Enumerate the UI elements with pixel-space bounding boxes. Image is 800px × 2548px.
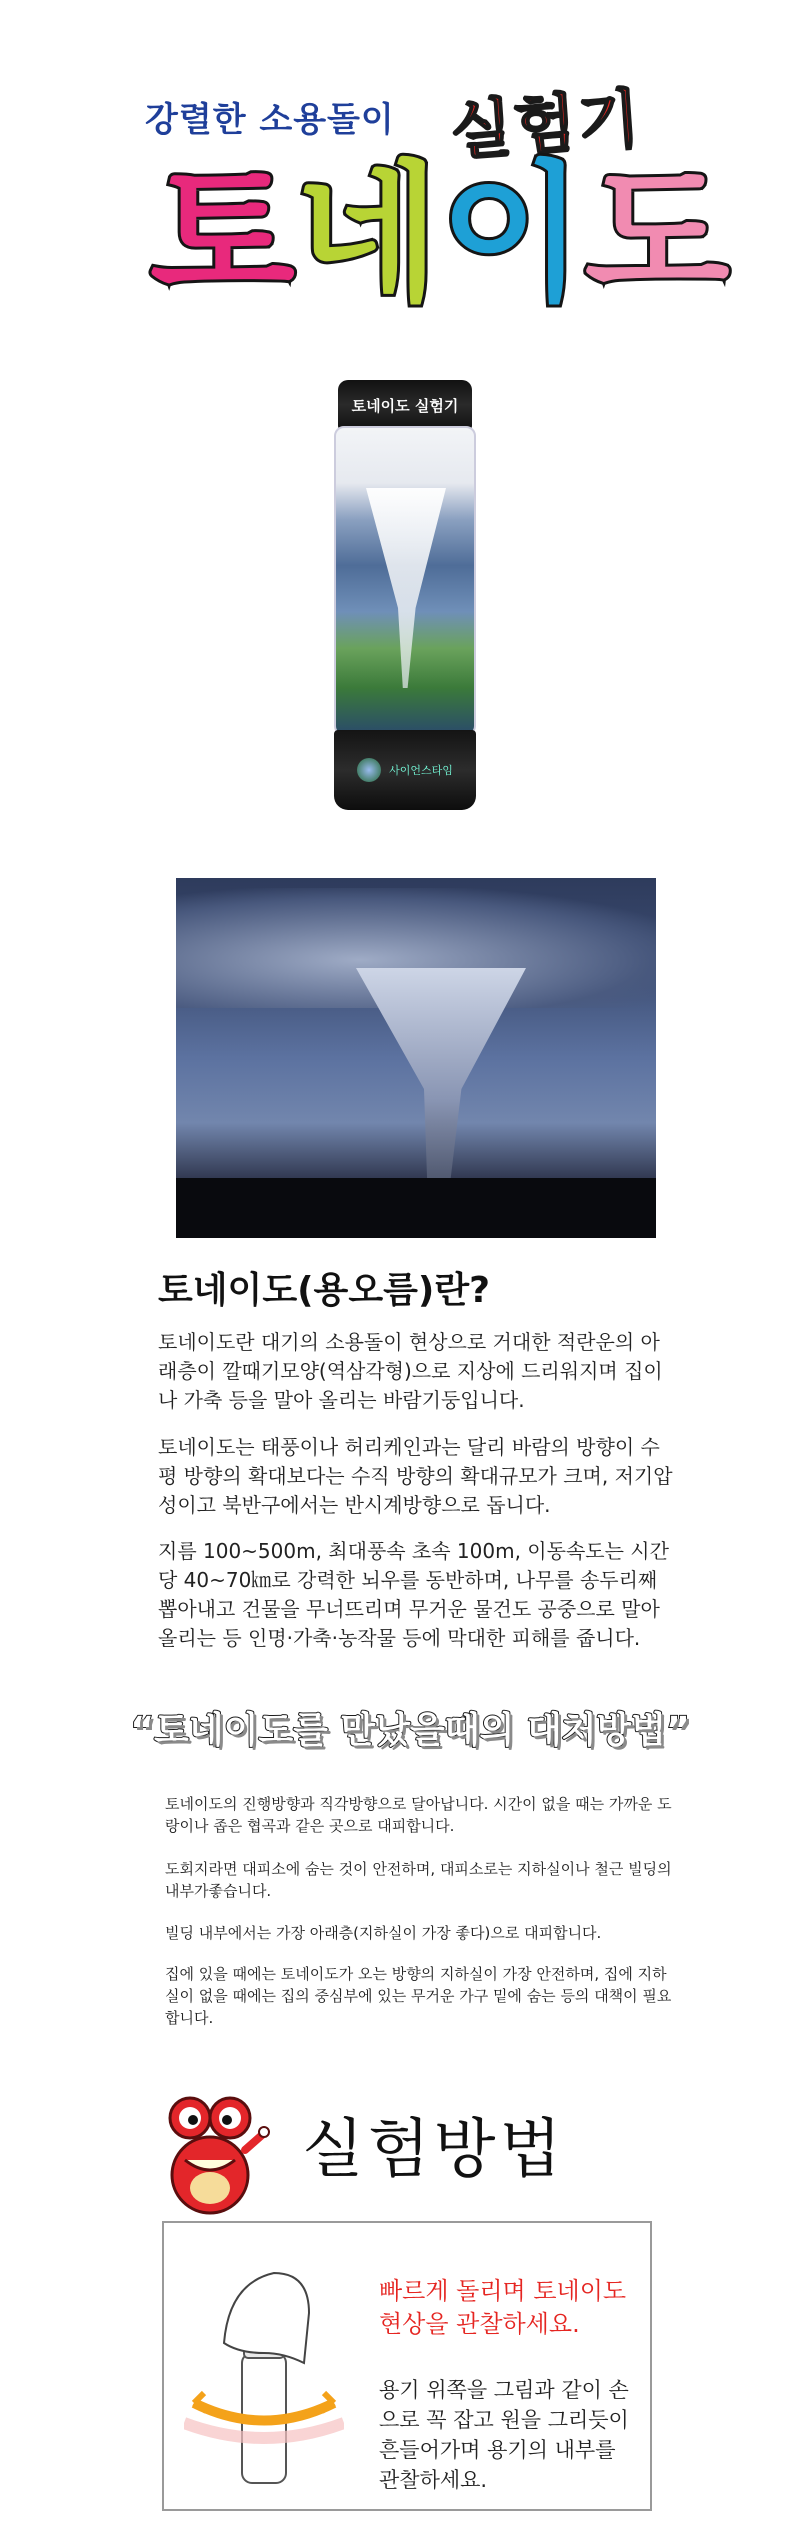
countermeasure-tip: 도회지라면 대피소에 숨는 것이 안전하며, 대피소로는 지하실이나 철근 빌딩의 내부가좋습니다.	[165, 1860, 672, 1900]
description-paragraph: 토네이도는 태풍이나 허리케인과는 달리 바람의 방향이 수평 방향의 확대보다는 수직 방향의 확대규모가 크며, 저기압성이고 북반구에서는 반시계방향으로 돕니다.	[158, 1435, 673, 1517]
title-char-4: 도	[584, 148, 730, 322]
tornado-funnel	[356, 968, 526, 1188]
vortex-icon	[366, 488, 446, 688]
description-paragraph: 지름 100~500m, 최대풍속 초속 100m, 이동속도는 시간당 40~70㎞로 강력한 뇌우를 동반하며, 나무를 송두리째 뽑아내고 건물을 무너뜨리며 무거운 물건도 공중으로 말아 올리는 등 인명·가축·농작물 등에 막대한 피해를 줍니다.	[158, 1539, 669, 1650]
bottle-cap: 토네이도 실험기	[338, 380, 472, 430]
bottle-body	[334, 426, 476, 736]
bottle-base	[334, 730, 476, 810]
method-box	[162, 2221, 652, 2511]
method-highlight: 빠르게 돌리며 토네이도 현상을 관찰하세요.	[379, 2277, 627, 2338]
countermeasure-tip: 빌딩 내부에서는 가장 아래층(지하실이 가장 좋다)으로 대피합니다.	[165, 1924, 602, 1942]
method-heading: 실험방법	[302, 2113, 566, 2187]
product-bottle-image	[330, 380, 480, 820]
logo-icon	[357, 758, 381, 782]
countermeasure-tip: 집에 있을 때에는 토네이도가 오는 방향의 지하실이 가장 안전하며, 집에 지하실이 없을 때에는 집의 중심부에 있는 무거운 가구 밑에 숨는 등의 대책이 필요합니다.	[165, 1965, 672, 2027]
countermeasure-tip: 토네이도의 진행방향과 직각방향으로 달아납니다. 시간이 없을 때는 가까운 도랑이나 좁은 협곡과 같은 곳으로 대피합니다.	[165, 1795, 672, 1835]
title-char-1: 토	[150, 148, 295, 322]
ground-silhouette	[176, 1178, 656, 1238]
frog-mascot-icon	[150, 2080, 270, 2220]
tornado-title	[150, 150, 730, 320]
description-paragraph: 토네이도란 대기의 소용돌이 현상으로 거대한 적란운의 아래층이 깔때기모양(역삼각형)으로 지상에 드리워지며 집이나 가축 등을 말아 올리는 바람기둥입니다.	[158, 1330, 663, 1412]
tornado-photo	[176, 878, 656, 1238]
what-is-heading: 토네이도(용오름)란?	[158, 1270, 490, 1311]
subtitle: 강렬한 소용돌이	[145, 100, 395, 140]
countermeasure-heading: “토네이도를 만났을때의 대처방법”	[130, 1710, 690, 1751]
experiment-label: 실험기	[448, 82, 645, 170]
bottle-base-label: 사이언스타임	[389, 764, 453, 777]
title-char-3: 이	[439, 148, 585, 322]
method-instructions: 용기 위쪽을 그림과 같이 손으로 꼭 잡고 원을 그리듯이 흔들어가며 용기의 내부를 관찰하세요.	[379, 2378, 629, 2492]
title-char-2: 네	[294, 148, 440, 322]
hand-shaking-bottle-icon	[184, 2253, 344, 2493]
